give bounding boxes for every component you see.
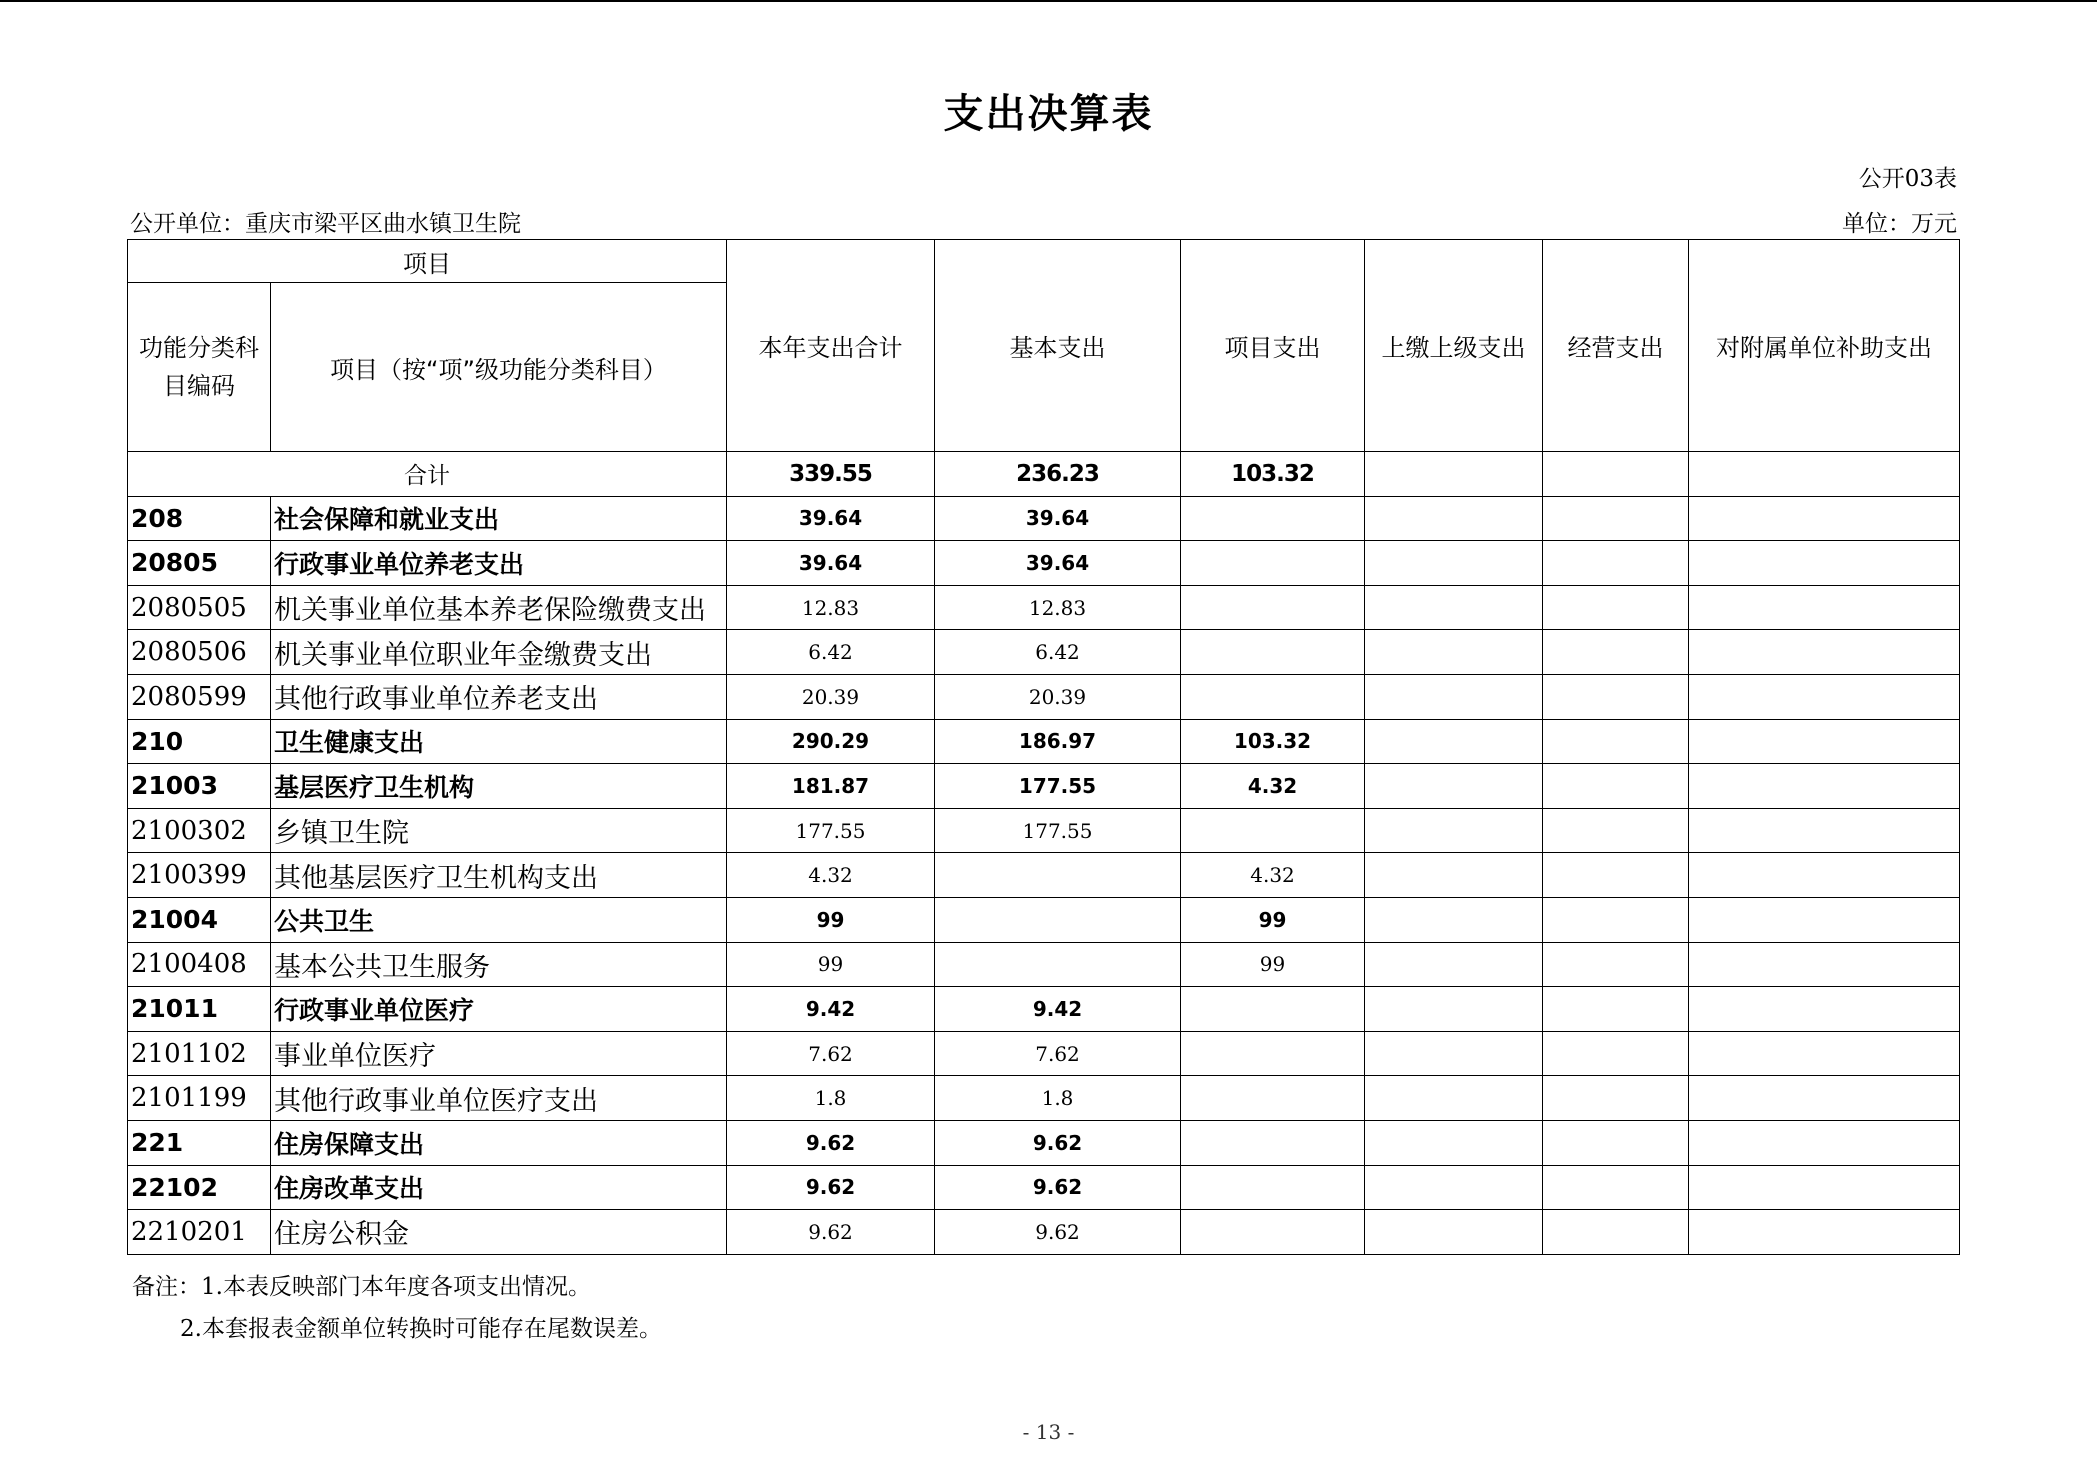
table-row: [128, 1165, 1960, 1210]
cell-code: 2080599: [128, 674, 271, 719]
cell-code: 2101102: [128, 1031, 271, 1076]
table-row: [128, 496, 1960, 541]
cell-total: 9.62: [727, 1120, 935, 1165]
cell-upper: [1365, 585, 1543, 630]
cell-total: 99: [727, 897, 935, 942]
cell-project: [1181, 1076, 1365, 1121]
cell-name: 其他行政事业单位医疗支出: [271, 1076, 727, 1121]
cell-business: [1543, 897, 1689, 942]
cell-subsidy: [1689, 897, 1960, 942]
cell-basic: 177.55: [935, 764, 1181, 809]
table-row: [128, 1031, 1960, 1076]
cell-subsidy: [1689, 1076, 1960, 1121]
cell-name: 社会保障和就业支出: [271, 496, 727, 541]
currency-unit: 单位：万元: [1842, 211, 1957, 237]
cell-total: 6.42: [727, 630, 935, 675]
cell-upper: [1365, 764, 1543, 809]
cell-basic: 9.42: [935, 987, 1181, 1032]
form-number: 公开03表: [1858, 166, 1957, 192]
total-upper: [1365, 452, 1543, 497]
cell-total: 39.64: [727, 496, 935, 541]
cell-project: [1181, 541, 1365, 586]
cell-business: [1543, 764, 1689, 809]
cell-business: [1543, 719, 1689, 764]
cell-total: 9.42: [727, 987, 935, 1032]
cell-name: 机关事业单位职业年金缴费支出: [271, 630, 727, 675]
cell-upper: [1365, 853, 1543, 898]
cell-basic: [935, 942, 1181, 987]
cell-upper: [1365, 808, 1543, 853]
cell-code: 2100399: [128, 853, 271, 898]
cell-project: [1181, 1120, 1365, 1165]
cell-subsidy: [1689, 987, 1960, 1032]
cell-subsidy: [1689, 630, 1960, 675]
cell-subsidy: [1689, 585, 1960, 630]
total-project: 103.32: [1181, 452, 1365, 497]
cell-upper: [1365, 897, 1543, 942]
page-title: 支出决算表: [943, 91, 1154, 137]
header-name: 项目（按“项”级功能分类科目）: [271, 283, 727, 452]
cell-subsidy: [1689, 808, 1960, 853]
cell-business: [1543, 541, 1689, 586]
cell-basic: 12.83: [935, 585, 1181, 630]
cell-name: 其他基层医疗卫生机构支出: [271, 853, 727, 898]
cell-subsidy: [1689, 1210, 1960, 1255]
cell-upper: [1365, 719, 1543, 764]
cell-upper: [1365, 1120, 1543, 1165]
cell-code: 21004: [128, 897, 271, 942]
cell-business: [1543, 585, 1689, 630]
cell-basic: 9.62: [935, 1210, 1181, 1255]
cell-subsidy: [1689, 942, 1960, 987]
cell-project: [1181, 1210, 1365, 1255]
cell-total: 4.32: [727, 853, 935, 898]
table-row: [128, 541, 1960, 586]
cell-code: 22102: [128, 1165, 271, 1210]
cell-project: 103.32: [1181, 719, 1365, 764]
cell-subsidy: [1689, 1031, 1960, 1076]
cell-code: 20805: [128, 541, 271, 586]
table-row: [128, 897, 1960, 942]
cell-upper: [1365, 541, 1543, 586]
cell-project: 4.32: [1181, 853, 1365, 898]
total-amount: 339.55: [727, 452, 935, 497]
cell-name: 住房保障支出: [271, 1120, 727, 1165]
header-subsidy: 对附属单位补助支出: [1689, 240, 1960, 452]
header-code: 功能分类科目编码: [128, 283, 271, 452]
note-1: 备注：1.本表反映部门本年度各项支出情况。: [132, 1274, 591, 1300]
cell-name: 机关事业单位基本养老保险缴费支出: [271, 585, 727, 630]
cell-code: 2100408: [128, 942, 271, 987]
table-row: [128, 764, 1960, 809]
cell-basic: 186.97: [935, 719, 1181, 764]
cell-total: 290.29: [727, 719, 935, 764]
table-row: [128, 853, 1960, 898]
cell-total: 9.62: [727, 1165, 935, 1210]
cell-code: 2101199: [128, 1076, 271, 1121]
cell-total: 99: [727, 942, 935, 987]
cell-basic: [935, 853, 1181, 898]
header-total: 本年支出合计: [727, 240, 935, 452]
cell-project: [1181, 585, 1365, 630]
cell-basic: 7.62: [935, 1031, 1181, 1076]
cell-business: [1543, 942, 1689, 987]
note-2: 2.本套报表金额单位转换时可能存在尾数误差。: [180, 1316, 662, 1342]
cell-total: 7.62: [727, 1031, 935, 1076]
cell-project: [1181, 496, 1365, 541]
cell-name: 行政事业单位养老支出: [271, 541, 727, 586]
cell-business: [1543, 1031, 1689, 1076]
cell-project: [1181, 674, 1365, 719]
header-project: 项目支出: [1181, 240, 1365, 452]
cell-basic: 39.64: [935, 496, 1181, 541]
cell-project: [1181, 630, 1365, 675]
cell-name: 住房改革支出: [271, 1165, 727, 1210]
cell-business: [1543, 853, 1689, 898]
cell-code: 210: [128, 719, 271, 764]
cell-business: [1543, 630, 1689, 675]
cell-subsidy: [1689, 853, 1960, 898]
cell-project: [1181, 1031, 1365, 1076]
cell-subsidy: [1689, 541, 1960, 586]
cell-project: [1181, 987, 1365, 1032]
cell-code: 2100302: [128, 808, 271, 853]
total-label: 合计: [128, 452, 727, 497]
cell-total: 20.39: [727, 674, 935, 719]
cell-basic: 20.39: [935, 674, 1181, 719]
cell-upper: [1365, 674, 1543, 719]
cell-upper: [1365, 1031, 1543, 1076]
table-row: [128, 808, 1960, 853]
cell-name: 住房公积金: [271, 1210, 727, 1255]
cell-upper: [1365, 630, 1543, 675]
cell-basic: 1.8: [935, 1076, 1181, 1121]
cell-subsidy: [1689, 1165, 1960, 1210]
cell-subsidy: [1689, 1120, 1960, 1165]
header-business: 经营支出: [1543, 240, 1689, 452]
cell-business: [1543, 1120, 1689, 1165]
cell-project: 99: [1181, 942, 1365, 987]
cell-upper: [1365, 496, 1543, 541]
table-row: [128, 1076, 1960, 1121]
cell-name: 基层医疗卫生机构: [271, 764, 727, 809]
table-row: [128, 987, 1960, 1032]
cell-code: 2210201: [128, 1210, 271, 1255]
table-row: [128, 585, 1960, 630]
cell-business: [1543, 1210, 1689, 1255]
expenditure-table: [127, 239, 1960, 1255]
cell-total: 1.8: [727, 1076, 935, 1121]
table-row: [128, 942, 1960, 987]
cell-business: [1543, 1165, 1689, 1210]
cell-business: [1543, 808, 1689, 853]
cell-code: 221: [128, 1120, 271, 1165]
total-basic: 236.23: [935, 452, 1181, 497]
header-upper: 上缴上级支出: [1365, 240, 1543, 452]
cell-code: 2080506: [128, 630, 271, 675]
cell-subsidy: [1689, 719, 1960, 764]
cell-basic: 6.42: [935, 630, 1181, 675]
header-basic: 基本支出: [935, 240, 1181, 452]
cell-basic: [935, 897, 1181, 942]
page-number: - 13 -: [1022, 1420, 1075, 1444]
cell-project: 4.32: [1181, 764, 1365, 809]
cell-code: 21011: [128, 987, 271, 1032]
cell-code: 208: [128, 496, 271, 541]
cell-name: 基本公共卫生服务: [271, 942, 727, 987]
total-row: [128, 452, 1960, 497]
table-row: [128, 630, 1960, 675]
cell-code: 21003: [128, 764, 271, 809]
header-item: 项目: [128, 240, 727, 283]
cell-business: [1543, 1076, 1689, 1121]
cell-name: 卫生健康支出: [271, 719, 727, 764]
cell-subsidy: [1689, 764, 1960, 809]
header-row-1: [128, 240, 1960, 283]
cell-project: [1181, 808, 1365, 853]
cell-project: 99: [1181, 897, 1365, 942]
cell-project: [1181, 1165, 1365, 1210]
cell-total: 9.62: [727, 1210, 935, 1255]
cell-basic: 9.62: [935, 1165, 1181, 1210]
cell-business: [1543, 987, 1689, 1032]
cell-name: 事业单位医疗: [271, 1031, 727, 1076]
cell-upper: [1365, 942, 1543, 987]
cell-total: 177.55: [727, 808, 935, 853]
cell-total: 12.83: [727, 585, 935, 630]
cell-total: 39.64: [727, 541, 935, 586]
table-row: [128, 1210, 1960, 1255]
cell-business: [1543, 674, 1689, 719]
cell-basic: 177.55: [935, 808, 1181, 853]
cell-name: 公共卫生: [271, 897, 727, 942]
cell-subsidy: [1689, 496, 1960, 541]
cell-code: 2080505: [128, 585, 271, 630]
cell-name: 行政事业单位医疗: [271, 987, 727, 1032]
total-subsidy: [1689, 452, 1960, 497]
table-row: [128, 1120, 1960, 1165]
cell-subsidy: [1689, 674, 1960, 719]
cell-total: 181.87: [727, 764, 935, 809]
cell-upper: [1365, 987, 1543, 1032]
cell-basic: 9.62: [935, 1120, 1181, 1165]
table-row: [128, 674, 1960, 719]
top-border-line: [0, 0, 2097, 2]
table-row: [128, 719, 1960, 764]
cell-upper: [1365, 1165, 1543, 1210]
cell-upper: [1365, 1076, 1543, 1121]
cell-basic: 39.64: [935, 541, 1181, 586]
cell-name: 乡镇卫生院: [271, 808, 727, 853]
cell-upper: [1365, 1210, 1543, 1255]
cell-name: 其他行政事业单位养老支出: [271, 674, 727, 719]
total-business: [1543, 452, 1689, 497]
reporting-unit: 公开单位：重庆市梁平区曲水镇卫生院: [130, 211, 521, 237]
cell-business: [1543, 496, 1689, 541]
